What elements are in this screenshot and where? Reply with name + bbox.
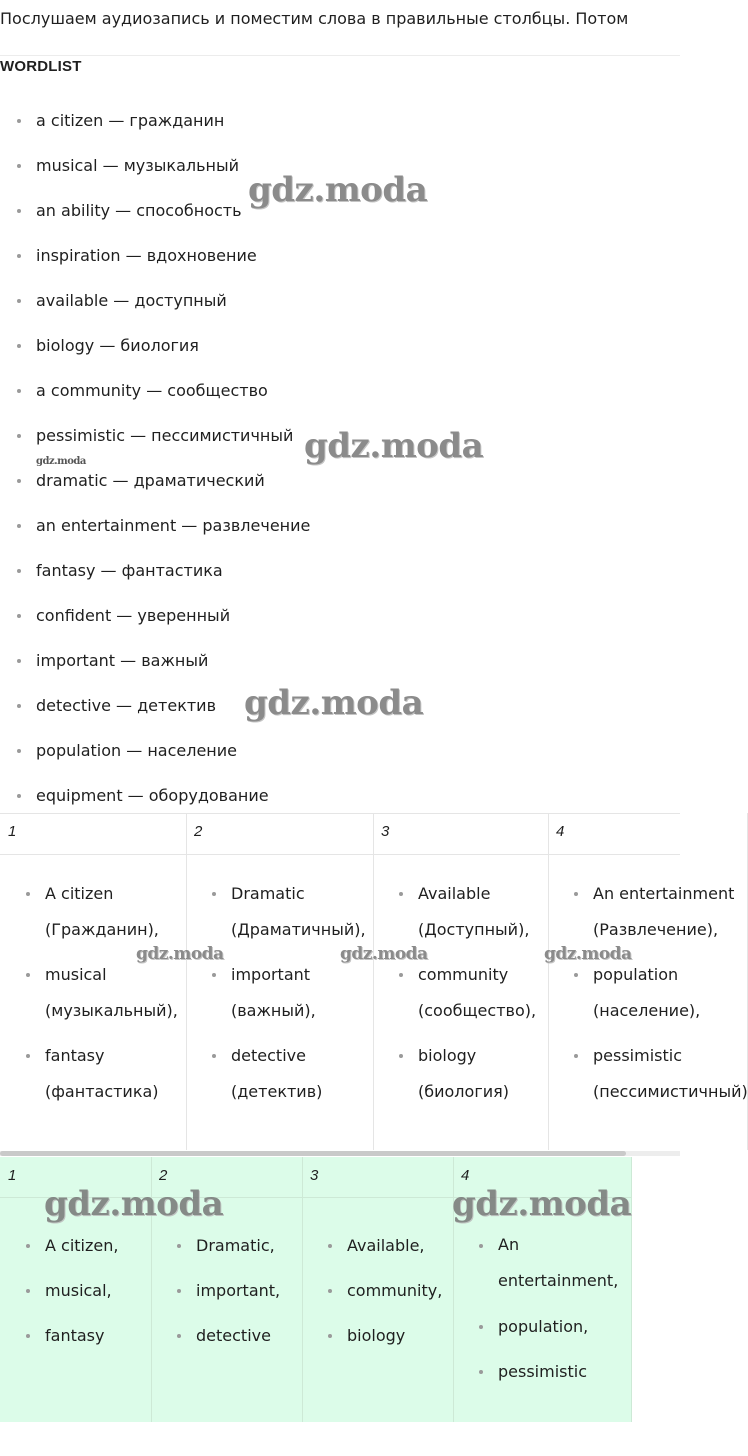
list-item-text: population,	[498, 1317, 589, 1336]
list-item-text: (Гражданин),	[45, 920, 159, 939]
wordlist-item-text: pessimistic — пессимистичный	[36, 426, 294, 445]
wordlist-item-text: important — важный	[36, 651, 209, 670]
list-item-text: (пессимистичный)	[593, 1082, 748, 1101]
watermark: gdz.moda	[44, 1184, 224, 1224]
wordlist-item-text: available — доступный	[36, 291, 227, 310]
list-item-text: (важный),	[231, 1001, 316, 1020]
list-item	[26, 957, 178, 1038]
wordlist-item-text: inspiration — вдохновение	[36, 246, 257, 265]
divider	[0, 55, 680, 56]
list-item-text: detective	[196, 1326, 271, 1345]
bullet-icon	[212, 892, 216, 896]
list-item-text: A citizen,	[45, 1236, 119, 1255]
column-list	[479, 1223, 618, 1394]
wordlist-item-text: detective — детектив	[36, 696, 216, 715]
watermark: gdz.moda	[304, 426, 484, 466]
list-item	[574, 1038, 748, 1119]
list-item-text: (Драматичный),	[231, 920, 366, 939]
column-list	[26, 876, 178, 1119]
column-list	[212, 876, 366, 1119]
list-item-text: community,	[347, 1281, 443, 1300]
wordlist-item-text: dramatic — драматический	[36, 471, 265, 490]
list-item	[26, 1223, 118, 1268]
table-column	[373, 813, 549, 1150]
wordlist-item-text: an ability — способность	[36, 201, 242, 220]
watermark: gdz.moda	[544, 944, 632, 964]
bullet-icon	[177, 1244, 181, 1248]
list-item-text: Available	[418, 884, 491, 903]
list-item-text: (Развлечение),	[593, 920, 719, 939]
list-item	[399, 957, 536, 1038]
list-item-text: Dramatic	[231, 884, 305, 903]
bullet-icon	[17, 569, 21, 573]
wordlist-item-text: a citizen — гражданин	[36, 111, 225, 130]
list-item-text: Available,	[347, 1236, 425, 1255]
watermark: gdz.moda	[340, 944, 428, 964]
bullet-icon	[17, 344, 21, 348]
list-item	[479, 1349, 618, 1394]
column-number: 2	[194, 823, 203, 840]
list-item	[26, 1038, 178, 1119]
bullet-icon	[479, 1370, 483, 1374]
list-item-text: musical,	[45, 1281, 112, 1300]
list-item-text: fantasy	[45, 1046, 105, 1065]
list-item-text: fantasy	[45, 1326, 105, 1345]
watermark: gdz.moda	[452, 1184, 632, 1224]
bullet-icon	[479, 1325, 483, 1329]
list-item	[177, 1313, 280, 1358]
wordlist-item-text: confident — уверенный	[36, 606, 231, 625]
list-item-text: Dramatic,	[196, 1236, 275, 1255]
list-item-text: (население),	[593, 1001, 701, 1020]
column-number: 3	[310, 1167, 319, 1184]
watermark: gdz.moda	[248, 170, 428, 210]
bullet-icon	[212, 1054, 216, 1058]
list-item-text: musical	[45, 965, 107, 984]
list-item-text: pessimistic	[498, 1362, 587, 1381]
list-item-text: biology	[347, 1326, 406, 1345]
list-item-text: detective	[231, 1046, 306, 1065]
list-item-text: An entertainment	[593, 884, 735, 903]
bullet-icon	[328, 1244, 332, 1248]
wordlist-item-text: equipment — оборудование	[36, 786, 269, 805]
bullet-icon	[17, 749, 21, 753]
wordlist-item-text: population — население	[36, 741, 237, 760]
bullet-icon	[574, 973, 578, 977]
column-list	[574, 876, 748, 1119]
table-column	[548, 813, 748, 1150]
bullet-icon	[26, 892, 30, 896]
bullet-icon	[399, 973, 403, 977]
bullet-icon	[177, 1334, 181, 1338]
list-item-text: (детектив)	[231, 1082, 323, 1101]
bullet-icon	[17, 389, 21, 393]
list-item-text: An	[498, 1235, 520, 1254]
list-item	[212, 957, 366, 1038]
column-number: 1	[8, 823, 17, 840]
bullet-icon	[574, 892, 578, 896]
column-number: 2	[159, 1167, 168, 1184]
bullet-icon	[212, 973, 216, 977]
list-item-text: (сообщество),	[418, 1001, 537, 1020]
bullet-icon	[17, 659, 21, 663]
bullet-icon	[17, 704, 21, 708]
column-number: 1	[8, 1167, 17, 1184]
list-item	[328, 1313, 442, 1358]
list-item-text: population	[593, 965, 679, 984]
bullet-icon	[17, 119, 21, 123]
bullet-icon	[17, 794, 21, 798]
list-item-text: pessimistic	[593, 1046, 682, 1065]
watermark: gdz.moda	[136, 944, 224, 964]
bullet-icon	[328, 1334, 332, 1338]
bullet-icon	[26, 1054, 30, 1058]
table-column	[0, 813, 187, 1150]
table-column	[186, 813, 374, 1150]
list-item	[399, 1038, 536, 1119]
bullet-icon	[26, 1334, 30, 1338]
list-item-text: biology	[418, 1046, 477, 1065]
bullet-icon	[26, 973, 30, 977]
intro-text: Послушаем аудиозапись и поместим слова в правильные столбцы. Потом	[0, 9, 629, 28]
column-list	[399, 876, 536, 1119]
bullet-icon	[17, 254, 21, 258]
list-item-text: (фантастика)	[45, 1082, 159, 1101]
bullet-icon	[177, 1289, 181, 1293]
bullet-icon	[26, 1289, 30, 1293]
list-item-text: A citizen	[45, 884, 114, 903]
bullet-icon	[574, 1054, 578, 1058]
bullet-icon	[399, 892, 403, 896]
bullet-icon	[17, 209, 21, 213]
list-item	[177, 1268, 280, 1313]
list-item	[479, 1223, 618, 1304]
list-item-text: important,	[196, 1281, 281, 1300]
list-item	[328, 1223, 442, 1268]
bullet-icon	[479, 1244, 483, 1248]
bullet-icon	[328, 1289, 332, 1293]
bullet-icon	[17, 614, 21, 618]
bullet-icon	[17, 164, 21, 168]
list-item	[479, 1304, 618, 1349]
wordlist-item-text: a community — сообщество	[36, 381, 268, 400]
wordlist-title: WORDLIST	[0, 58, 82, 75]
wordlist-item-text: an entertainment — развлечение	[36, 516, 311, 535]
bullet-icon	[17, 524, 21, 528]
list-item-text: community	[418, 965, 509, 984]
column-list	[26, 1223, 118, 1358]
list-item	[26, 1268, 118, 1313]
wordlist-item-text: biology — биология	[36, 336, 199, 355]
column-list	[328, 1223, 442, 1358]
column-list	[177, 1223, 280, 1358]
bullet-icon	[399, 1054, 403, 1058]
scrollbar-thumb[interactable]	[0, 1151, 626, 1156]
list-item	[574, 957, 748, 1038]
bullet-icon	[17, 479, 21, 483]
list-item-text: entertainment,	[498, 1271, 619, 1290]
list-item-text: (Доступный),	[418, 920, 530, 939]
list-item	[177, 1223, 280, 1268]
wordlist-item-text: fantasy — фантастика	[36, 561, 223, 580]
list-item	[328, 1268, 442, 1313]
column-number: 3	[381, 823, 390, 840]
column-number: 4	[556, 823, 565, 840]
bullet-icon	[17, 299, 21, 303]
list-item	[26, 1313, 118, 1358]
list-item-text: (биология)	[418, 1082, 509, 1101]
column-number: 4	[461, 1167, 470, 1184]
bullet-icon	[26, 1244, 30, 1248]
watermark: gdz.moda	[244, 683, 424, 723]
answer-table-detailed	[0, 813, 748, 1150]
watermark: gdz.moda	[36, 456, 86, 467]
list-item-text: important	[231, 965, 311, 984]
table-header-divider	[0, 854, 680, 855]
list-item	[212, 1038, 366, 1119]
bullet-icon	[17, 434, 21, 438]
wordlist-item-text: musical — музыкальный	[36, 156, 240, 175]
list-item-text: (музыкальный),	[45, 1001, 178, 1020]
